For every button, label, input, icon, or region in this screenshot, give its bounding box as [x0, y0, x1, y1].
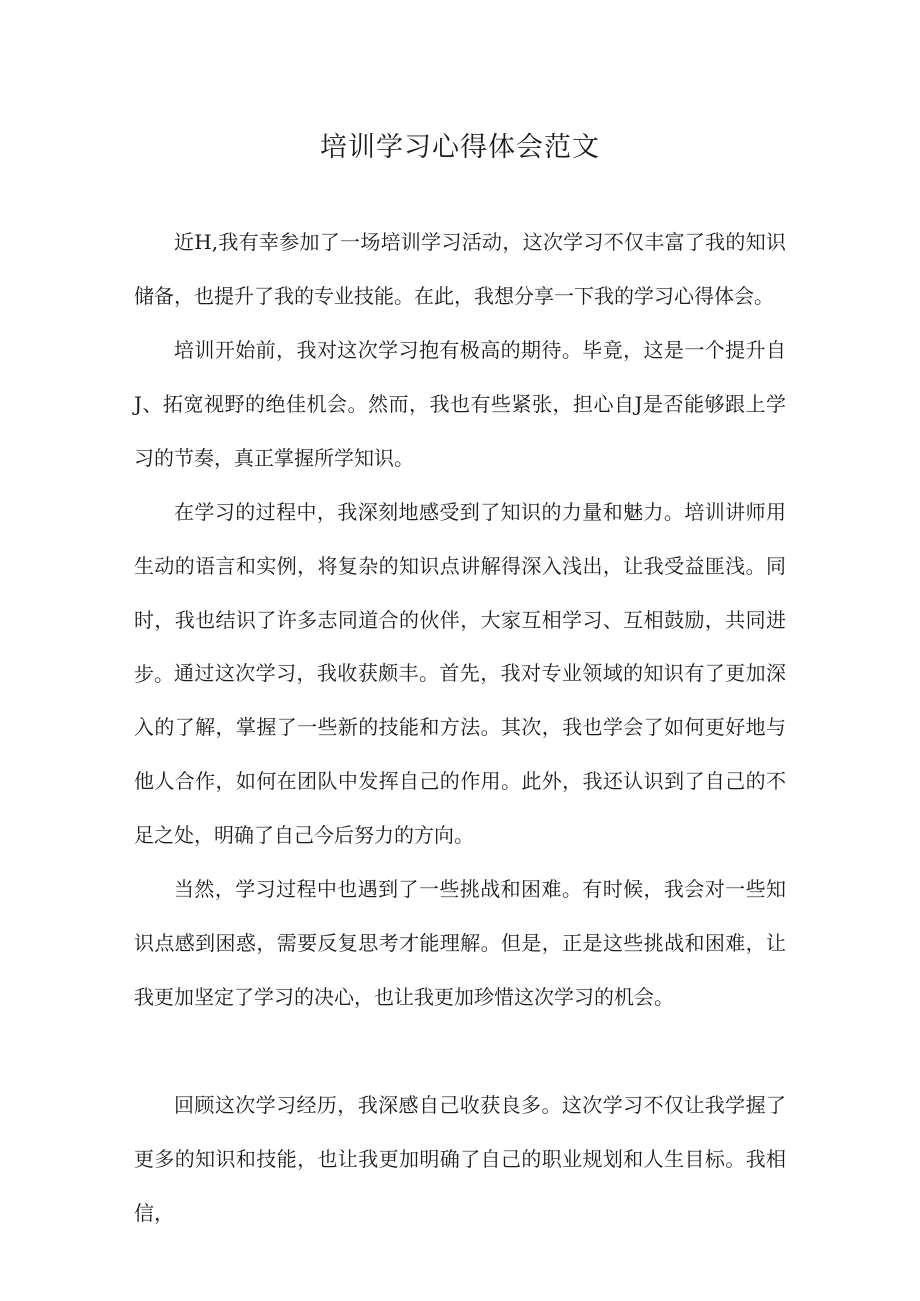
- paragraph-1: 近H,我有幸参加了一场培训学习活动，这次学习不仅丰富了我的知识储备，也提升了我的专业技能。在此，我想分享一下我的学习心得体会。: [134, 230, 786, 308]
- paragraph-6: 回顾这次学习经历，我深感自己收获良多。这次学习不仅让我学握了更多的知识和技能，也让我更加明确了自己的职业规划和人生目标。我相信，: [134, 1093, 786, 1225]
- paragraph-5: 当然，学习过程中也遇到了一些挑战和困难。有时候，我会对一些知识点感到困惑，需要反复思考才能理解。但是，正是这些挑战和困难，让我更加坚定了学习的决心，也让我更加珍惜这次学习的机会。: [134, 877, 786, 1009]
- paragraph-2: 培训开始前，我对这次学习抱有极高的期待。毕竟，这是一个提升自J、拓宽视野的绝佳机会。然而，我也有些紧张，担心自J是否能够跟上学习的节奏，真正掌握所学知识。: [134, 338, 786, 470]
- document-title: 培训学习心得体会范文: [320, 132, 600, 163]
- paragraph-3: 在学习的过程中，我深刻地感受到了知识的力量和魅力。培训讲师用生动的语言和实例，将复杂的知识点讲解得深入浅出，让我受益匪浅。同时，我也结识了许多志同道合的伙伴，大家互相学习、互相鼓励，共同进步。: [134, 500, 786, 686]
- paragraph-4: 通过这次学习，我收获颇丰。首先，我对专业领域的知识有了更加深入的了解，掌握了一些新的技能和方法。其次，我也学会了如何更好地与他人合作，如何在团队中发挥自己的作用。此外，我还认识到了自己的不足之处，明确了自己今后努力的方向。: [134, 661, 786, 847]
